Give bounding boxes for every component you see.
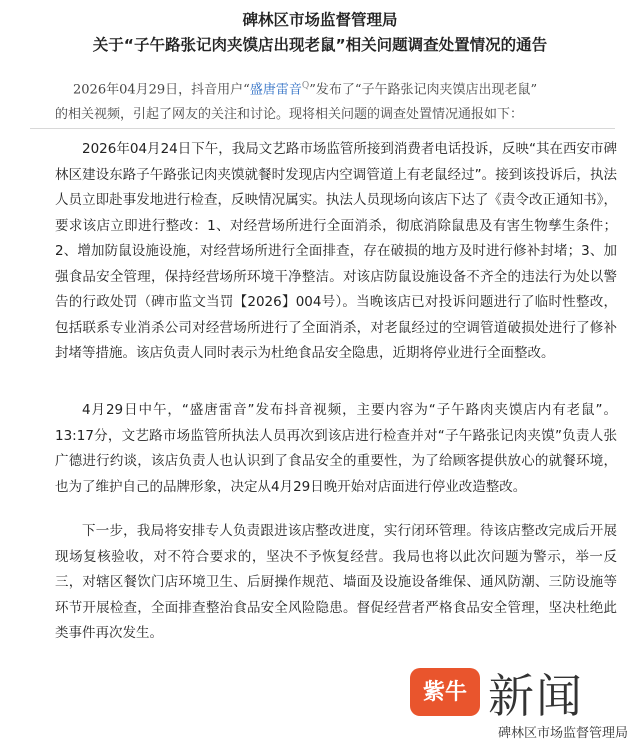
- logo-word: 新闻: [488, 669, 584, 723]
- section-divider: [30, 128, 615, 129]
- intro-date: 2026年04月29日，: [73, 82, 192, 98]
- intro-prefix: 抖音用户“: [191, 82, 250, 98]
- paragraph-followup: 4月29日中午，“盛唐雷音”发布抖音视频，主要内容为“子午路肉夹馍店内有老鼠”。13:17分，文艺路市场监管所执法人员再次到该店进行检查并对“子午路张记肉夹馍”负责人张广德进行约谈，该店负责人也认识到了食品安全的重要性，为了给顾客提供放心的就餐环境，也为了维护自己的品牌形象，决定从4月29日晚开始对店面进行停业改造整改。: [55, 402, 617, 495]
- footer-issuer: 碑林区市场监督管理局: [497, 726, 628, 741]
- logo-badge: 紫牛: [410, 668, 480, 716]
- paragraph-next-steps: 下一步，我局将安排专人负责跟进该店整改进度，实行闭环管理。待该店整改完成后开展现场复核验收，对不符合要求的，坚决不予恢复经营。我局也将以此次问题为警示，举一反三，对辖区餐饮门店环境卫生、后厨操作规范、墙面及设施设备维保、通风防潮、三防设施等环节开展检查，全面排查整治食品安全风险隐患。督促经营者严格食品安全管理，坚决杜绝此类事件再次发生。: [55, 523, 617, 641]
- notice-title: 关于“子午路张记肉夹馍店出现老鼠”相关问题调查处置情况的通告: [92, 36, 548, 54]
- news-watermark-logo: [410, 662, 620, 722]
- issuer-heading: 碑林区市场监督管理局: [242, 11, 398, 29]
- search-icon: Q: [301, 81, 310, 91]
- intro-suffix: ”发布了“子午路张记肉夹馍店出现老鼠”: [309, 82, 538, 98]
- intro-block: [55, 74, 615, 127]
- intro-line-2: 的相关视频，引起了网友的关注和讨论。现将相关问题的调查处置情况通报如下：: [55, 107, 524, 123]
- intro-line-1: [55, 74, 615, 102]
- user-handle-link[interactable]: 盛唐雷音: [249, 82, 302, 98]
- paragraph-investigation: 2026年04月24日下午，我局文艺路市场监管所接到消费者电话投诉，反映“其在西安市碑林区建设东路子午路张记肉夹馍就餐时发现店内空调管道上有老鼠经过”。接到该投诉后，执法人员立即赴事发地进行检查，反映情况属实。执法人员现场向该店下达了《责令改正通知书》，要求该店立即进行整改：1、对经营场所进行全面消杀，彻底消除鼠患及有害生物孳生条件；2、增加防鼠设施设施，对经营场所进行全面排查，存在破损的地方及时进行修补封堵；3、加强食品安全管理，保持经营场所环境干净整洁。对该店防鼠设施设备不齐全的违法行为处以警告的行政处罚（碑市监文当罚【2026】004号）。当晚该店已对投诉问题进行了临时性整改，包括联系专业消杀公司对经营场所进行了全面消杀，对老鼠经过的空调管道破损处进行了修补封堵等措施。该店负责人同时表示为杜绝食品安全隐患，近期将停业进行全面整改。: [55, 141, 617, 361]
